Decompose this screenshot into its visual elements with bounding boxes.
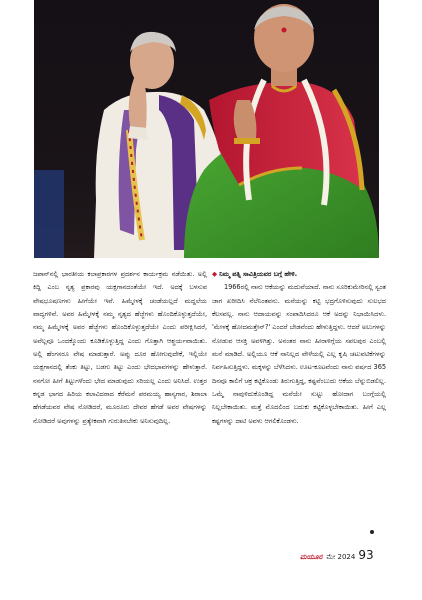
article-column-right [212, 268, 386, 428]
answer-paragraph [212, 281, 386, 428]
article-photo [34, 0, 379, 258]
end-mark-icon [370, 530, 374, 534]
page-number: 93 [358, 548, 374, 562]
issue-date: ಮೇ 2024 [326, 553, 356, 561]
answer-text: 1966ರಲ್ಲಿ ನಾನು ಆಕೆಯನ್ನು ಮದುವೆಯಾದೆ. ನಾನು ಸೂರಿಕುಮೇರಿನಲ್ಲಿ ಸ್ವಂತ ಜಾಗ ಖರೀದಿಸಿ ನೆಲೆನಿಂತವನು. ಮನೆಯನ್ನು ಕಟ್ಟಿ ಭದ್ರಗೊಳಿಸುವುದು ಸುಲಭದ ಕೆಲಸವಲ್ಲ. ನಾನು ಆದಾಯವನ್ನು ಸಂಪಾದಿಸಿದರೂ ಆಕೆ ಅದನ್ನು ನಿಭಾಯಿಸಿದಳು. 'ಮೇಳಕ್ಕೆ ಹೋದಮತ್ತೇನ್?' ಎಂದರೆ ಬೇಡವೆಂದು ಹೇಳುತ್ತಿದ್ದಳು. ಆದರೆ ಅಲುಗಳನ್ನು ನೋಡುವ ಆಸಕ್ತಿ ಅವಳಿಗಿತ್ತು. ಅನಂತರ ನಾನು ಹೀರಾಳಿಗ್ಗೆಯ ಸಪಲಪುರ ಎಂಬಲ್ಲಿ ಮನೆ ಮಾಡಿದೆ. ಅಲ್ಲಿಯೂ ಆಕೆ ನಾನಿಲ್ಲದ ವೇಳೆಯಲ್ಲಿ ಎಲ್ಲ ಕೃಷಿ ಚಟುವಟಿಕೆಗಳನ್ನು ನಿರ್ವಹಿಸುತ್ತಿದ್ದಳು. ಮಕ್ಕಳನ್ನು ಬೆಳೆಸಿದಳು. ಊಟ-ಕೂಟವೆಂದು ನಾನು ವರ್ಷದ 365 ದಿನವೂ ಕಾಲಿಗೆ ಚಕ್ರ ಕಟ್ಟಿಕೊಂಡು ತಿರುಗುತ್ತಿದ್ದ, ಕಷ್ಟವೆಂಬುದು ಆಕೆಯ ಬೆನ್ನುಬಿಡಲಿಲ್ಲ. ಒಮ್ಮೆ ನಾವುಳಿದುಕೊಂಡಿದ್ದ ಮನೆಯೇ ಸುಟ್ಟು ಹೋದಾಗ ಬಂಗ್ಗೆಯಲ್ಲಿ ನಿಲ್ಲಬೇಕಾಯಿತು. ಮತ್ತೆ ಮೊದಲಿಂದ ಬದುಕು ಕಟ್ಟಿಕೊಳ್ಳಬೇಕಾಯಿತು. ಹೀಗೆ ಎಲ್ಲ ಕಷ್ಟಗಳನ್ನು ದಾಟಿ ಅವಳು ಆಗಲಿಕೊಂಡಳು. [212, 283, 386, 425]
article-column-left [33, 268, 207, 428]
question-text: ನಿಮ್ಮ ಪತ್ನಿ ಸಾವಿತ್ರಿಯವರ ಬಗ್ಗೆ ಹೇಳಿ. [219, 270, 298, 278]
red-diamond-icon: ◆ [212, 270, 218, 278]
magazine-brand: ಮಯೂರ [300, 553, 323, 561]
interview-question [212, 268, 386, 281]
body-paragraph: ಜಪಾನ್‌ನಲ್ಲಿ ಭಾರತೀಯ ಕಲಾಪ್ರಕಾರಗಳ ಪ್ರದರ್ಶನ ಕಾರ್ಯಕ್ರಮ ನಡೆಯಿತು. ಅಲ್ಲಿ ಕಿದ್ದಿ ಎಂಬ ನೃತ್ಯ ಪ್ರಕಾರವು ಯಕ್ಷಗಾನದಂತೆಯೇ ಇದೆ. ಅದಕ್ಕೆ ಬಳಸುವ ವೇಷಭೂಷಣಗಳು ಹೀಗೆಯೇ ಇವೆ. ಹಿಮ್ಮೇಳಕ್ಕೆ ಚಂಡೆಯಲ್ಲದೆ ಮದ್ದಲೆಯ ವಾದ್ಯಗಳಿವೆ. ಅವರ ಹಿಮ್ಮೇಳಕ್ಕೆ ನಮ್ಮ ನೃತ್ಯದ ಹೆಜ್ಜೆಗಳು ಹೊಂದಿಕೊಳ್ಳುತ್ತದೆಯೇ, ನಮ್ಮ ಹಿಮ್ಮೇಳಕ್ಕೆ ಅವರ ಹೆಜ್ಜೆಗಳು ಹೊಂದಿಕೊಳ್ಳುತ್ತದೆಯೇ ಎಂದು ಪರೀಕ್ಷಿಸಿದರೆ, ಅವೆಲ್ಲವೂ ಒಂದಕ್ಕೊಂದು ಕೂಡಿಕೊಳ್ಳುತ್ತಿದ್ದ ಎಂದು ಗೊತ್ತಾಗಿ ಆಶ್ಚರ್ಯವಾಯಿತು. ಅಲ್ಲಿ ಹೆಂಗಸರೂ ವೇಷ ಮಾಡುತ್ತಾರೆ. ಅಪ್ಪು ದೂರ ಹೋಗುವುದೇಕೆ, ಇಲ್ಲಿಯೇ ಯಕ್ಷಗಾನದಲ್ಲಿ ತೆಂಕು ತಿಟ್ಟು, ಬಡಗು ತಿಟ್ಟು ಎಂದು ಭೇದಭಾವಗಳನ್ನು ಹೇಳುತ್ತಾರೆ. ನನಗೋ ಹೀಗೆ ತಿಟ್ಟುಗಳೆಂದು ಭೇದ ಮಾಡುವುದು ಸರಿಯಲ್ಲ ಎಂದು ಅನಿಸಿದೆ. ಉತ್ತರ ಕನ್ನಡ ಭಾಗದ ಹಿರಿಯ ಕಲಾವಿದರಾದ ಕೆರೆಮನೆ ಪರಮಯ್ಯ ಹಾಸ್ಯಗಾರ, ಶಿರಾಲಾ ಹೆಗಡೆಯವರ ವೇಷ ನೋಡಿದರೆ, ಮೂರೂರು ದೇವರ ಹೆಗಡೆ ಅವರ ವೇಷಗಳನ್ನು ನೋಡಿದರೆ ಅವುಗಳನ್ನು ಪ್ರತ್ಯೇಕವಾಗಿ ಗುರುತಿಸಬೇಕು ಅನಿಸುವುದಿಲ್ಲ. [33, 270, 207, 425]
page-footer [300, 548, 390, 562]
